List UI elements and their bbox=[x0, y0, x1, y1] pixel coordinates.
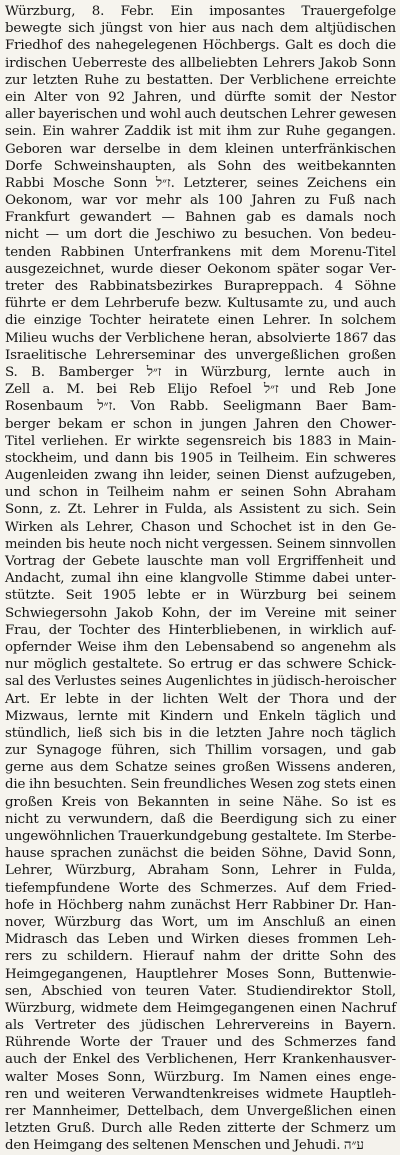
article-line: stündlich, ließ sich bis in die letzten Jahre noch täglich bbox=[5, 725, 396, 741]
article-line: nover, Würzburg das Wort, um im Anschluß an einen bbox=[5, 914, 396, 930]
article-line: Rabbi Mosche Sonn ז״ל. Letzterer, seines Zeichens ein bbox=[5, 175, 396, 191]
article-line: berger bekam er schon in jungen Jahren den Chower- bbox=[5, 416, 396, 432]
article-line: Frau, der Tochter des Hinterbliebenen, in wirklich auf- bbox=[5, 622, 396, 638]
article-line: S. B. Bamberger ז״ל in Würzburg, lernte auch in bbox=[5, 364, 396, 380]
article-line: opfernder Weise ihm den Lebensabend so angenehm als bbox=[5, 639, 396, 655]
article-line: Rosenbaum ז״ל. Von Rabb. Seeligmann Baer Bam- bbox=[5, 399, 396, 415]
article-line: stützte. Seit 1905 lebte er in Würzburg bei seinem bbox=[5, 588, 396, 604]
article-line: Würzburg, widmete dem Heimgegangenen einen Nachruf bbox=[5, 1000, 396, 1016]
article-line: Israelitische Lehrerseminar des unvergeßlichen großen bbox=[5, 347, 396, 363]
obituary-article bbox=[5, 3, 396, 1155]
article-line: Sonn, z. Zt. Lehrer in Fulda, als Assistent zu sich. Sein bbox=[5, 502, 396, 518]
article-line: großen Kreis von Bekannten in seine Nähe. So ist es bbox=[5, 794, 396, 810]
article-line: rer Mannheimer, Dettelbach, dem Unvergeßlichen einen bbox=[5, 1104, 396, 1119]
article-line: rers zu schildern. Hierauf nahm der dritte Sohn des bbox=[5, 949, 396, 965]
article-line: ren und weiteren Verwandtenkreises widmete Hauptleh- bbox=[5, 1086, 396, 1102]
article-line: aller bayerischen und wohl auch deutschen Lehrer gewesen bbox=[5, 107, 397, 123]
article-line: und schon in Teilheim nahm er seinen Sohn Abraham bbox=[5, 485, 396, 501]
article-line: Vortrag der Gebete lauschte man voll Ergriffenheit und bbox=[5, 554, 396, 569]
article-line: Würzburg, 8. Febr. Ein imposantes Trauergefolge bbox=[5, 4, 396, 19]
article-line: Wirken als Lehrer, Chason und Schochet ist in den Ge- bbox=[5, 519, 396, 535]
article-line: Midrasch das Leben und Wirken dieses frommen Leh- bbox=[5, 932, 396, 948]
article-line: führte er dem Lehrberufe bezw. Kultusamte zu, und auch bbox=[5, 296, 396, 312]
article-line: Heimgegangenen, Hauptlehrer Moses Sonn, Buttenwie- bbox=[5, 966, 396, 982]
article-line: Friedhof des nahegelegenen Höchbergs. Galt es doch die bbox=[5, 38, 396, 54]
article-line: zur letzten Ruhe zu bestatten. Der Verblichene erreichte bbox=[5, 72, 396, 88]
article-line: nicht zu verwundern, daß die Beerdigung sich zu einer bbox=[5, 811, 396, 827]
article-line: nur möglich gestaltete. So ertrug er das schwere Schick- bbox=[5, 657, 396, 673]
article-line: die ihn besuchten. Sein freundliches Wesen zog stets einen bbox=[5, 777, 396, 793]
article-line: Oekonom, war vor mehr als 100 Jahren zu Fuß nach bbox=[5, 193, 396, 209]
article-line: ausgezeichnet, wurde dieser Oekonom später sogar Ver- bbox=[5, 261, 396, 277]
article-line: Lehrer, Würzburg, Abraham Sonn, Lehrer in Fulda, bbox=[5, 863, 396, 879]
article-line: Schwiegersohn Jakob Kohn, der im Vereine mit seiner bbox=[5, 605, 396, 621]
article-line: Zell a. M. bei Reb Elijo Refoel ז״ל und Reb Jone bbox=[5, 382, 397, 398]
article-line: Dorfe Schweinshaupten, als Sohn des weitbekannten bbox=[5, 158, 396, 174]
article-line: letzten Gruß. Durch alle Reden zitterte der Schmerz um bbox=[5, 1121, 396, 1137]
article-line: Rührende Worte der Trauer und des Schmerzes fand bbox=[5, 1035, 396, 1051]
article-line: treter des Rabbinatsbezirkes Burapreppach. 4 Söhne bbox=[5, 279, 396, 294]
article-line: Mizwaus, lernte mit Kindern und Enkeln täglich und bbox=[5, 708, 396, 724]
article-line: hofe in Höchberg nahm zunächst Herr Rabbiner Dr. Han- bbox=[5, 897, 396, 913]
article-line: irdischen Ueberreste des allbeliebten Lehrers Jakob Sonn bbox=[5, 55, 396, 71]
article-line: bewegte sich jüngst von hier aus nach dem altjüdischen bbox=[5, 21, 396, 37]
article-line: ungewöhnlichen Trauerkundgebung gestaltete. Im Sterbe- bbox=[5, 829, 396, 844]
article-line: sal des Verlustes seines Augenlichtes in jüdisch-heroischer bbox=[5, 674, 396, 690]
article-line: Art. Er lebte in der lichten Welt der Thora und der bbox=[5, 691, 396, 707]
article-line: sein. Ein wahrer Zaddik ist mit ihm zur Ruhe gegangen. bbox=[5, 124, 396, 140]
article-line: nicht — um dort die Jeschiwo zu besuchen. Von bedeu- bbox=[5, 227, 396, 243]
article-line: meinden bis heute noch nicht vergessen. Seinem sinnvollen bbox=[5, 536, 396, 552]
article-line: Titel verliehen. Er wirkte segensreich bis 1883 in Main- bbox=[5, 433, 396, 449]
article-line: walter Moses Sonn, Würzburg. Im Namen eines enge- bbox=[5, 1069, 396, 1085]
article-line: Augenleiden zwang ihn leider, seinen Dienst aufzugeben, bbox=[5, 468, 396, 484]
article-line: auch der Enkel des Verblichenen, Herr Krankenhausver- bbox=[5, 1052, 396, 1068]
article-line: stockheim, und dann bis 1905 in Teilheim. Ein schweres bbox=[5, 450, 396, 466]
article-line: die einzige Tochter heiratete einen Lehrer. In solchem bbox=[5, 313, 396, 329]
article-line: tenden Rabbinen Unterfrankens mit dem Morenu-Titel bbox=[5, 244, 396, 260]
article-line: Frankfurt gewandert — Bahnen gab es damals noch bbox=[5, 210, 396, 226]
article-line: sen, Abschied von teuren Vater. Studiendirektor Stoll, bbox=[5, 983, 396, 999]
article-line: zur Synagoge führen, sich Thillim vorsagen, und gab bbox=[5, 743, 396, 759]
article-line: gerne aus dem Schatze seines großen Wissens anderen, bbox=[5, 760, 396, 776]
article-line: als Vertreter des jüdischen Lehrervereins in Bayern. bbox=[5, 1018, 396, 1034]
article-line: Andacht, zumal ihn eine klangvolle Stimme dabei unter- bbox=[5, 571, 396, 587]
article-line: Geboren war derselbe in dem kleinen unterfränkischen bbox=[5, 141, 396, 157]
article-line: den Heimgang des seltenen Menschen und Jehudi. ע״ה bbox=[5, 1138, 364, 1154]
article-line: hause sprachen zunächst die beiden Söhne, David Sonn, bbox=[5, 846, 396, 862]
article-line: Milieu wuchs der Verblichene heran, absolvierte 1867 das bbox=[5, 330, 396, 346]
article-line: tiefempfundene Worte des Schmerzes. Auf dem Fried- bbox=[5, 880, 396, 896]
article-line: ein Alter von 92 Jahren, und dürfte somit der Nestor bbox=[5, 89, 396, 105]
